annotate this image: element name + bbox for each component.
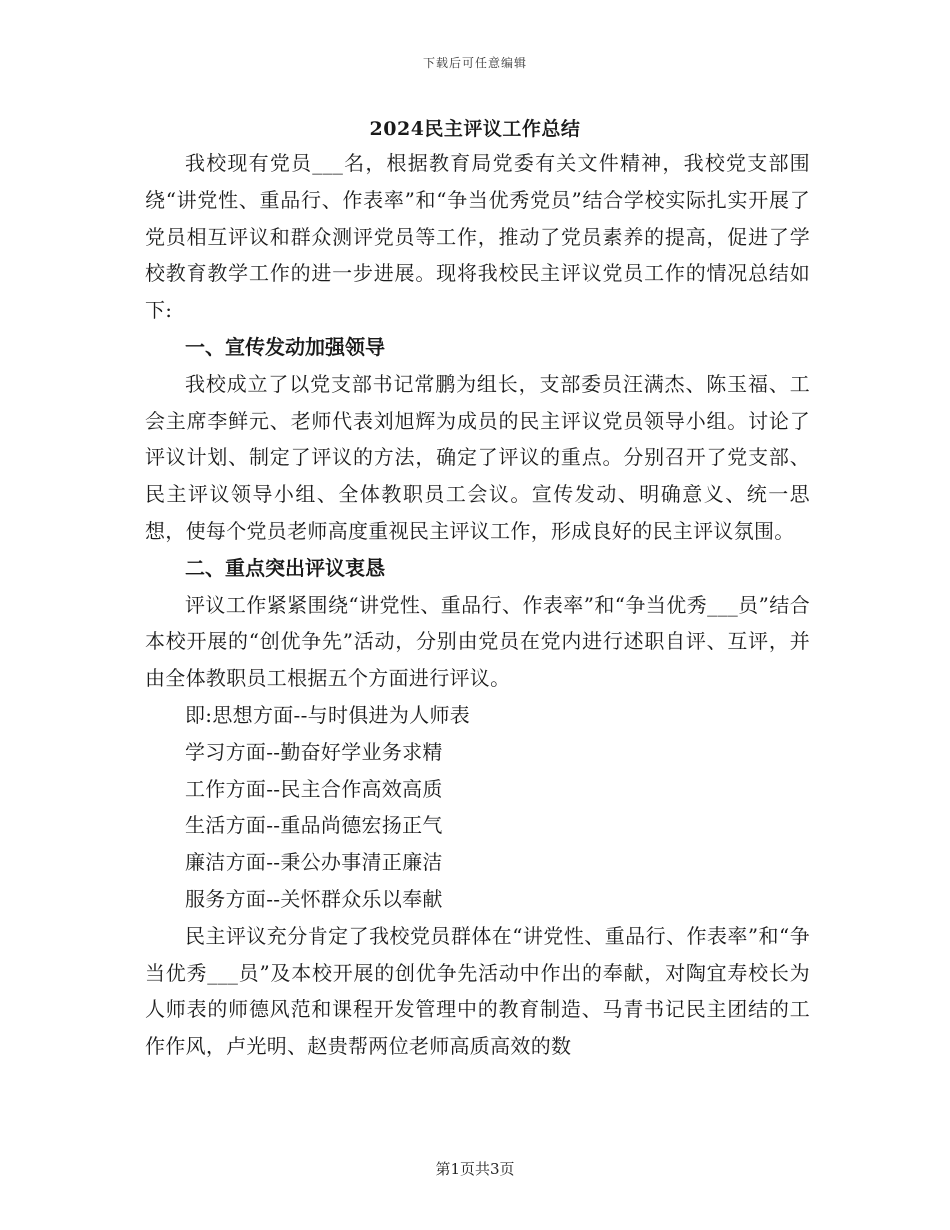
- document-title: 2024民主评议工作总结: [369, 118, 581, 140]
- intro-paragraph: 我校现有党员___名，根据教育局党委有关文件精神，我校党支部围绕“讲党性、重品行、作表率”和“争当优秀党员”结合学校实际扎实开展了党员相互评议和群众测评党员等工作，推动了党员素养的提高，促进了学校教育教学工作的进一步进展。现将我校民主评议党员工作的情况总结如下:: [145, 151, 810, 323]
- section-2-paragraph: 评议工作紧紧围绕“讲党性、重品行、作表率”和“争当优秀___员”结合本校开展的“创优争先”活动，分别由党员在党内进行述职自评、互评，并由全体教职员工根据五个方面进行评议。: [145, 592, 810, 691]
- list-item: 工作方面--民主合作高效高质: [185, 776, 443, 801]
- document-body: [145, 145, 810, 1065]
- list-item: 生活方面--重品尚德宏扬正气: [185, 813, 443, 838]
- list-item: 即:思想方面--与时俱进为人师表: [185, 702, 471, 727]
- list-item: 服务方面--关怀群众乐以奉献: [185, 886, 443, 911]
- list-item: 廉洁方面--秉公办事清正廉洁: [185, 850, 443, 875]
- section-1-paragraph: 我校成立了以党支部书记常鹏为组长，支部委员汪满杰、陈玉福、工会主席李鲜元、老师代表刘旭辉为成员的民主评议党员领导小组。讨论了评议计划、制定了评议的方法，确定了评议的重点。分别召开了党支部、民主评议领导小组、全体教职员工会议。宣传发动、明确意义、统一思想，使每个党员老师高度重视民主评议工作，形成良好的民主评议氛围。: [145, 371, 810, 543]
- section-heading-2: 二、重点突出评议衷恳: [185, 555, 385, 580]
- page-footer-number: 第1页共3页: [435, 1160, 515, 1178]
- page-header-note: 下载后可任意编辑: [422, 56, 527, 70]
- section-heading-1: 一、宣传发动加强领导: [185, 334, 385, 359]
- list-item: 学习方面--勤奋好学业务求精: [185, 739, 443, 764]
- section-2-closing-paragraph: 民主评议充分肯定了我校党员群体在“讲党性、重品行、作表率”和“争当优秀___员”及本校开展的创优争先活动中作出的奉献，对陶宜寿校长为人师表的师德风范和课程开发管理中的教育制造、马青书记民主团结的工作作风，卢光明、赵贵帮两位老师高质高效的数: [145, 923, 810, 1059]
